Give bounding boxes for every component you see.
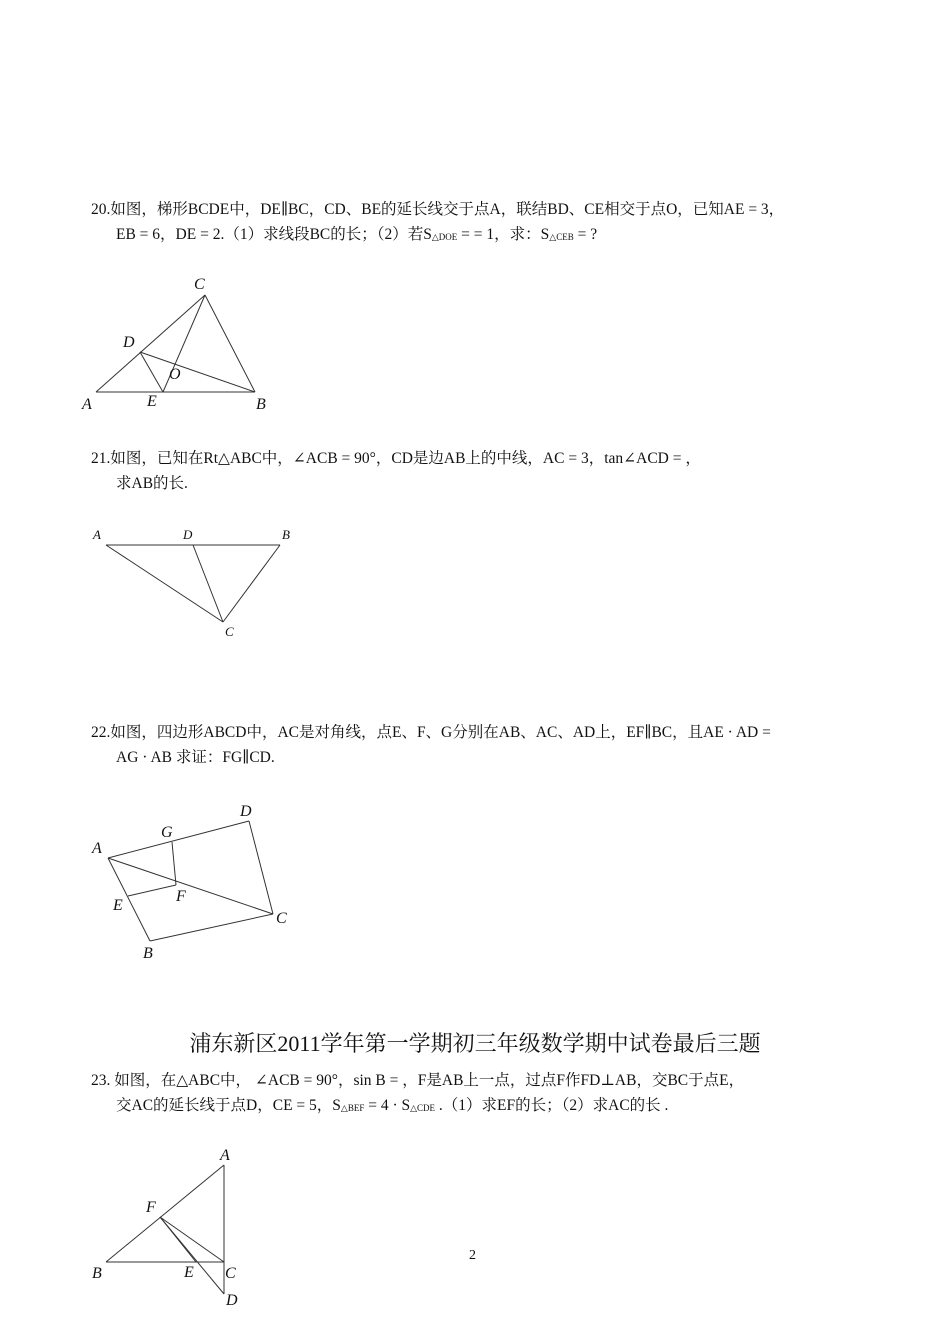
segment-dc — [249, 821, 273, 914]
label-e: E — [147, 393, 157, 410]
segment-ac — [96, 295, 205, 392]
segment-ef — [128, 885, 176, 896]
label-a: A — [82, 396, 92, 413]
label-a: A — [93, 527, 101, 542]
label-d: D — [183, 527, 193, 542]
segment-cb — [150, 914, 273, 941]
label-f: F — [146, 1199, 156, 1216]
q20-text-line1: 20.如图，梯形BCDE中，DE∥BC，CD、BE的延长线交于点A，联结BD、CE相交于点O，已知AE = 3， — [91, 201, 785, 218]
segment-ad — [108, 821, 249, 858]
label-e: E — [113, 897, 123, 914]
segment-de — [140, 352, 163, 392]
q23-line2-part-c: .（1）求EF的长；（2）求AC的长 . — [435, 1097, 669, 1114]
q23-line2-part-a: 交AC的延长线于点D，CE = 5，S — [116, 1097, 341, 1114]
figure-q20 — [81, 276, 266, 413]
label-d: D — [123, 334, 135, 351]
figure-q21 — [92, 527, 290, 639]
label-d: D — [226, 1292, 238, 1309]
q20-line2-part-a: EB = 6，DE = 2.（1）求线段BC的长；（2）若S — [116, 226, 432, 243]
label-b: B — [256, 396, 266, 413]
q20-line2-part-c: = ? — [573, 226, 598, 243]
label-f: F — [176, 888, 186, 905]
segment-bc — [223, 545, 280, 622]
q22-text-line2: AG · AB 求证：FG∥CD. — [116, 749, 275, 766]
label-e: E — [184, 1264, 194, 1281]
label-c: C — [225, 624, 234, 639]
section-heading: 浦东新区2011学年第一学期初三年级数学期中试卷最后三题 — [189, 1031, 761, 1056]
q22-text-line1: 22.如图，四边形ABCD中，AC是对角线，点E、F、G分别在AB、AC、AD上，EF∥BC，且AE · AD = — [91, 724, 771, 741]
q20-sub-ceb: △CEB — [549, 232, 574, 242]
figure-q22 — [91, 803, 287, 962]
label-c: C — [276, 910, 287, 927]
label-g: G — [161, 824, 173, 841]
segment-ac — [108, 858, 273, 914]
label-d: D — [240, 803, 252, 820]
q23-line2-part-b: = 4 · S — [364, 1097, 411, 1114]
q21-text-line2: 求AB的长. — [116, 475, 188, 492]
segment-fg — [172, 842, 176, 885]
label-b: B — [282, 527, 290, 542]
q21-text-line1: 21.如图，已知在Rt△ABC中，∠ACB = 90°，CD是边AB上的中线，AC = 3，tan∠ACD = ， — [91, 450, 701, 467]
segment-ba — [106, 1165, 224, 1262]
label-o: O — [169, 366, 181, 383]
label-c: C — [194, 276, 205, 293]
label-b: B — [143, 945, 153, 962]
page-number: 2 — [469, 1248, 476, 1263]
q23-sub-cde: △CDE — [410, 1103, 436, 1113]
label-a: A — [220, 1147, 230, 1164]
q20-line2-part-b: = = 1，求：S — [457, 226, 550, 243]
segment-ac — [106, 545, 223, 622]
label-c: C — [225, 1265, 236, 1282]
label-a: A — [92, 840, 102, 857]
label-b: B — [92, 1265, 102, 1282]
q20-sub-doe: △DOE — [431, 232, 458, 242]
q23-sub-bef: △BEF — [340, 1103, 365, 1113]
q23-text-line1: 23. 如图，在△ABC中， ∠ACB = 90°，sin B = ，F是AB上一点，过点F作FD⊥AB，交BC于点E， — [91, 1072, 745, 1089]
figure-q23 — [92, 1147, 238, 1309]
segment-dc — [193, 545, 223, 622]
